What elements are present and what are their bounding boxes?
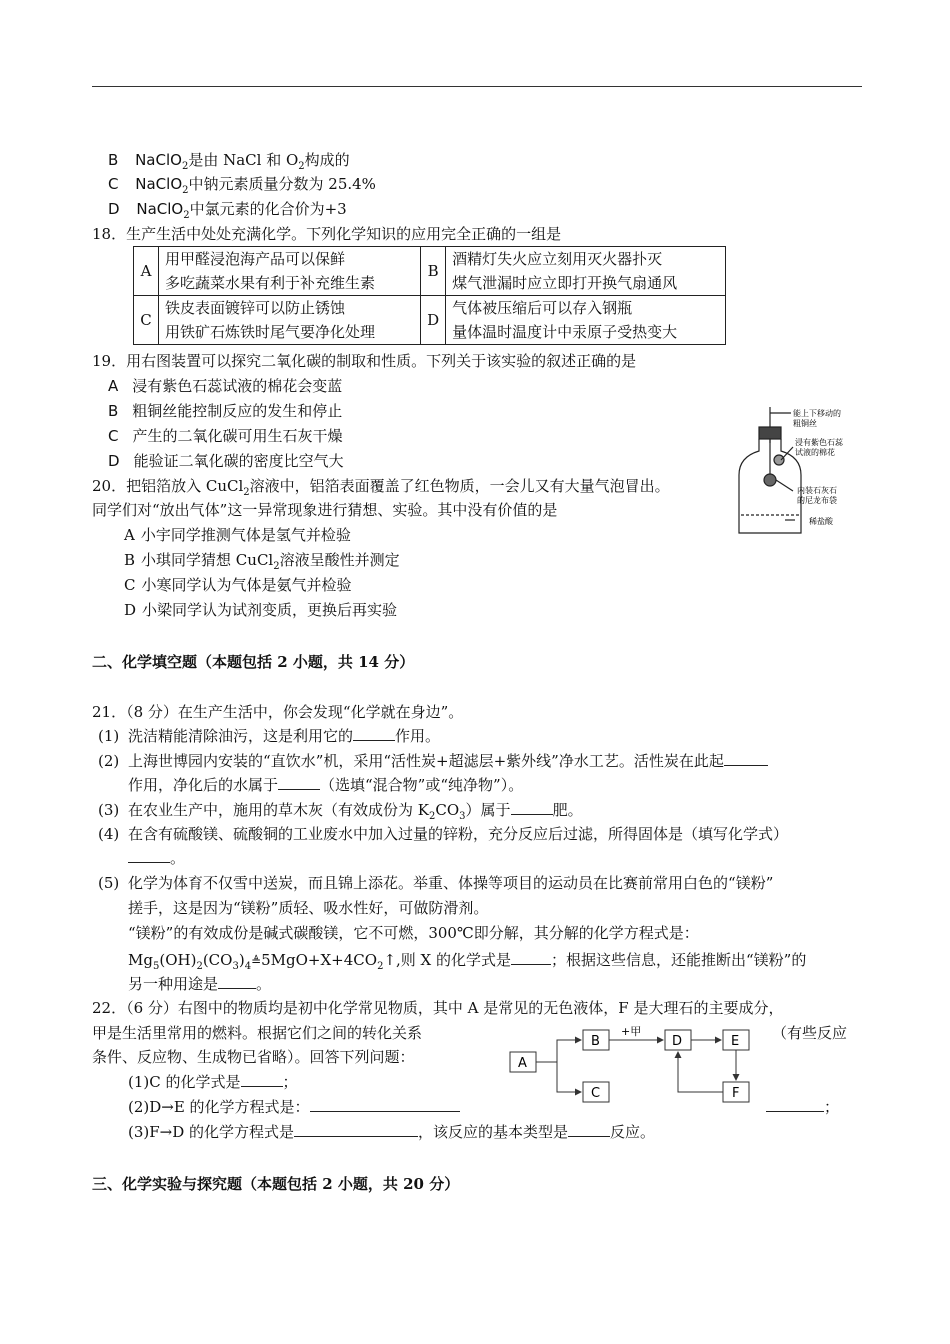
answer-blank[interactable] [241, 1086, 283, 1087]
q18-cell-b: 酒精灯失火应立刻用灭火器扑灭 煤气泄漏时应立即打开换气扇通风 [446, 247, 726, 296]
q19-option-c: C 产生的二氧化碳可用生石灰干燥 [108, 427, 343, 445]
q21-stem: 21．（8 分）在生产生活中，你会发现“化学就在身边”。 [92, 703, 464, 721]
q21-part-5-line2: 搓手，这是因为“镁粉”质轻、吸水性好，可做防滑剂。 [128, 899, 489, 917]
reactant-label: +甲 [621, 1025, 642, 1038]
q20-option-d: D 小梁同学认为试剂变质，更换后再实验 [124, 601, 398, 619]
q21-part-5-line3: “镁粉”的有效成份是碱式碳酸镁，它不可燃，300℃即分解，其分解的化学方程式是： [128, 924, 699, 942]
q18-letter-b: B [421, 247, 446, 296]
q20-option-c: C 小寒同学认为气体是氨气并检验 [124, 576, 352, 594]
q22-part-3: (3)F→D 的化学方程式是 ，该反应的基本类型是 反应。 [128, 1123, 656, 1141]
q21-part-2-line2: 作用，净化后的水属于 （选填“混合物”或“纯净物”）。 [128, 776, 524, 794]
q18-table [133, 246, 726, 345]
svg-text:粗铜丝: 粗铜丝 [793, 419, 817, 428]
heat-symbol: ≜ [251, 954, 262, 968]
q19-stem: 19．用右图装置可以探究二氧化碳的制取和性质。下列关于该实验的叙述正确的是 [92, 352, 637, 370]
q22-part-1: (1)C 的化学式是 ； [128, 1073, 298, 1091]
q22-relation-diagram [505, 1020, 770, 1110]
svg-text:C: C [591, 1086, 601, 1101]
q21-part-2: (2) 上海世博园内安装的“直饮水”机，采用“活性炭+超滤层+紫外线”净水工艺。活性炭在此起 [98, 751, 768, 771]
answer-blank[interactable] [218, 988, 256, 989]
q21-equation: $Mg_5(OH)_2(CO_3)_4≜5MgO+X+4CO_2↑$,则 X 的化学式是 ；根据这些信息，还能推断出“镁粉”的 [128, 951, 807, 972]
co2-apparatus-figure [735, 405, 870, 540]
label-cotton: 浸有紫色石蕊 [795, 438, 843, 447]
q18-stem: 18．生产生活中处处充满化学。下列化学知识的应用完全正确的一组是 [92, 225, 562, 243]
answer-blank[interactable] [724, 765, 768, 766]
svg-text:试液的棉花: 试液的棉花 [795, 448, 835, 457]
q22-line3: 条件、反应物、生成物已省略）。回答下列问题： [92, 1048, 415, 1066]
q17-option-d: D NaClO$_2$中氯元素的化合价为+3 [108, 200, 347, 221]
label-wire: 能上下移动的 [793, 409, 841, 418]
svg-text:A: A [518, 1056, 527, 1071]
table-row [134, 296, 726, 345]
section-2-title: 二、化学填空题（本题包括 2 小题，共 14 分） [92, 653, 415, 671]
q18-letter-d: D [421, 296, 446, 345]
label-acid: 稀盐酸 [809, 517, 833, 526]
q20-option-b: B 小琪同学猜想 CuCl$_2$溶液呈酸性并测定 [124, 551, 400, 572]
answer-blank[interactable] [568, 1136, 610, 1137]
q18-letter-c: C [134, 296, 159, 345]
q19-option-d: D 能验证二氧化碳的密度比空气大 [108, 452, 344, 470]
header-rule [92, 86, 862, 87]
q21-part-5: (5) 化学为体育不仅雪中送炭，而且锦上添花。举重、体操等项目的运动员在比赛前常用白色的“镁粉” [98, 874, 774, 892]
q17-option-b: B NaClO$_2$是由 NaCl 和 $O_2$构成的 [108, 151, 350, 172]
q20-stem-line2: 同学们对“放出气体”这一异常现象进行猜想、实验。其中没有价值的是 [92, 501, 558, 519]
q22-line2-right: （有些反应 [772, 1024, 848, 1042]
q22-stem: 22．（6 分）右图中的物质均是初中化学常见物质，其中 A 是常见的无色液体，F 是大理石的主要成分， [92, 999, 784, 1017]
cotton-ball [774, 455, 784, 465]
limestone-bag [764, 474, 776, 486]
q18-cell-a: 用甲醛浸泡海产品可以保鲜 多吃蔬菜水果有利于补充维生素 [159, 247, 421, 296]
q21-part-4: (4) 在含有硫酸镁、硫酸铜的工业废水中加入过量的锌粉，充分反应后过滤，所得固体是（填写化学式） [98, 825, 789, 843]
q21-part-4-line2: 。 [128, 848, 185, 868]
answer-blank[interactable] [511, 964, 551, 965]
q18-letter-a: A [134, 247, 159, 296]
answer-blank[interactable] [278, 789, 320, 790]
q18-cell-c: 铁皮表面镀锌可以防止锈蚀 用铁矿石炼铁时尾气要净化处理 [159, 296, 421, 345]
q22-part-2-end: ； [766, 1097, 839, 1117]
label-bag: 内装石灰石 [797, 486, 837, 495]
svg-text:E: E [731, 1034, 740, 1049]
table-row [134, 247, 726, 296]
answer-blank[interactable] [766, 1111, 824, 1112]
answer-blank[interactable] [294, 1136, 418, 1137]
section-3-title: 三、化学实验与探究题（本题包括 2 小题，共 20 分） [92, 1175, 460, 1193]
svg-text:B: B [591, 1034, 600, 1049]
q17-option-c: C NaClO$_2$中钠元素质量分数为 25.4% [108, 175, 376, 196]
q20-option-a: A 小宇同学推测气体是氢气并检验 [124, 526, 351, 544]
svg-text:D: D [672, 1034, 683, 1049]
q18-cell-d: 气体被压缩后可以存入钢瓶 量体温时温度计中汞原子受热变大 [446, 296, 726, 345]
q22-part-2: (2)D→E 的化学方程式是： [128, 1097, 460, 1117]
q21-part-5-line5: 另一种用途是 。 [128, 975, 272, 993]
q19-option-a: A 浸有紫色石蕊试液的棉花会变蓝 [108, 377, 343, 395]
rubber-stopper [759, 427, 781, 439]
q21-part-1: (1) 洗洁精能清除油污，这是利用它的 作用。 [98, 727, 441, 745]
answer-blank[interactable] [353, 740, 395, 741]
answer-blank[interactable] [511, 814, 553, 815]
q19-option-b: B 粗铜丝能控制反应的发生和停止 [108, 402, 343, 420]
q20-stem: 20．把铝箔放入 CuCl$_2$溶液中，铝箔表面覆盖了红色物质，一会儿又有大量气泡冒出。 [92, 477, 670, 498]
svg-text:F: F [732, 1086, 740, 1101]
answer-blank[interactable] [128, 862, 170, 863]
q21-part-3: (3) 在农业生产中，施用的草木灰（有效成份为 $K_2CO_3$）属于 肥。 [98, 801, 583, 822]
svg-text:的尼龙布袋: 的尼龙布袋 [797, 496, 837, 505]
answer-blank[interactable] [310, 1111, 460, 1112]
q22-line2: 甲是生活里常用的燃料。根据它们之间的转化关系 [92, 1024, 423, 1042]
